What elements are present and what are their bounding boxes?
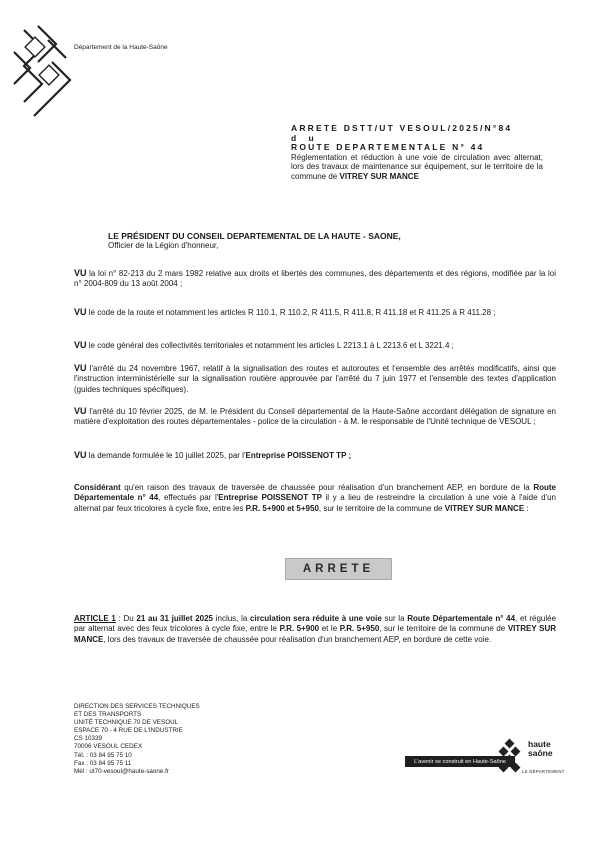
vu-clause-1: VU la loi n° 82-213 du 2 mars 1982 relative aux droits et libertés des communes, des départements et des régions, modifiée par la loi n° 2004-809 du 13 août 2004 ; (74, 268, 556, 289)
footer-line: UNITÉ TECHNIQUE 70 DE VESOUL (74, 719, 179, 727)
footer-line: Fax : 03 84 95 75 11 (74, 759, 132, 767)
vu-clause-5: VU l'arrêté du 10 février 2025, de M. le Président du Conseil départemental de la Haute-Saône accordant délégation de signature en matière d'exploitation des routes départementales - police de la circulation - à M. le responsable de l'Unité technique de VESOUL ; (74, 406, 556, 427)
vu-clause-6: VU la demande formulée le 10 juillet 2025, par l'Entreprise POISSENOT TP ; (74, 450, 352, 460)
vu-clause-3: VU le code général des collectivités territoriales et notamment les articles L 2213.1 à L 2213.6 et L 3221.4 ; (74, 340, 454, 350)
vu-clause-4: VU l'arrêté du 24 novembre 1967, relatif à la signalisation des routes et autoroutes et l'ensemble des arrêtés modificatifs, ainsi que l'instruction interministérielle sur la signalisation routière approuvée par l'arrêté du 7 juin 1977 et l'ensemble des textes d'application (guides techniques spécifiques). (74, 363, 556, 394)
decree-du: d u (291, 132, 319, 143)
department-logo (8, 22, 76, 118)
decree-header (291, 124, 543, 182)
considerant-paragraph: Considérant qu'en raison des travaux de traversée de chaussée pour réalisation d'un branchement AEP, en bordure de la Route Départementale n° 44, effectués par l'Entreprise POISSENOT TP il y a lieu de restreindre la circulation à une voie à l'aide d'un alternat par feux tricolores à cycle fixe, entre les P.R. 5+900 et 5+950, sur le territoire de la commune de VITREY SUR MANCE : (74, 483, 557, 513)
decree-number: ARRETE DSTT/UT VESOUL/2025/N°84 (291, 123, 513, 133)
decree-route: ROUTE DEPARTEMENTALE N° 44 (291, 142, 485, 153)
brand-subtitle: LE DÉPARTEMENT (522, 769, 565, 774)
department-label: Département de la Haute-Saône (74, 44, 168, 51)
decree-commune: VITREY SUR MANCE (339, 171, 419, 181)
footer-line: ESPACE 70 - 4 RUE DE L'INDUSTRIE (74, 727, 183, 735)
president-subtitle: Officier de la Légion d'honneur, (108, 241, 219, 250)
decree-description: Réglementation et réduction à une voie de circulation avec alternat, lors des travaux de maintenance sur équipement, sur le territoire de la commune de VITREY SUR MANCE (291, 152, 543, 181)
footer-line: DIRECTION DES SERVICES TECHNIQUES (74, 703, 200, 710)
footer-line: ET DES TRANSPORTS (74, 711, 142, 719)
footer-line: CS 10339 (74, 735, 103, 743)
vu-clause-2: VU le code de la route et notamment les articles R 110.1, R 110.2, R 411.5, R 411.8, R 411.18 et R 411.25 à R 411.28 ; (74, 307, 496, 317)
article-1-label: ARTICLE 1 (74, 614, 116, 623)
footer-contact (74, 703, 200, 776)
president-title: LE PRÉSIDENT DU CONSEIL DEPARTEMENTAL DE LA HAUTE - SAONE, (108, 231, 401, 241)
article-1: ARTICLE 1 : Du 21 au 31 juillet 2025 inclus, la circulation sera réduite à une voie sur la Route Départementale n° 44, et régulée par alternat avec des feux tricolores à cycle fixe, entre le P.R. 5+900 et le P.R. 5+950, sur le territoire de la commune de VITREY SUR MANCE, lors des travaux de traversée de chaussée pour réalisation d'un branchement AEP, en bordure de cette voie. (74, 614, 557, 644)
arrete-banner: ARRETE (285, 558, 392, 580)
footer-line: Tél. : 03 84 95 75 10 (74, 751, 132, 759)
footer-line: 70006 VESOUL CEDEX (74, 743, 143, 751)
footer-email: Mél : ut70-vesoul@haute-saone.fr (74, 767, 169, 775)
haute-saone-logo-icon (498, 738, 524, 774)
brand-wordmark: haute saône (528, 739, 553, 758)
slogan-banner: L'avenir se construit en Haute-Saône (405, 756, 515, 767)
